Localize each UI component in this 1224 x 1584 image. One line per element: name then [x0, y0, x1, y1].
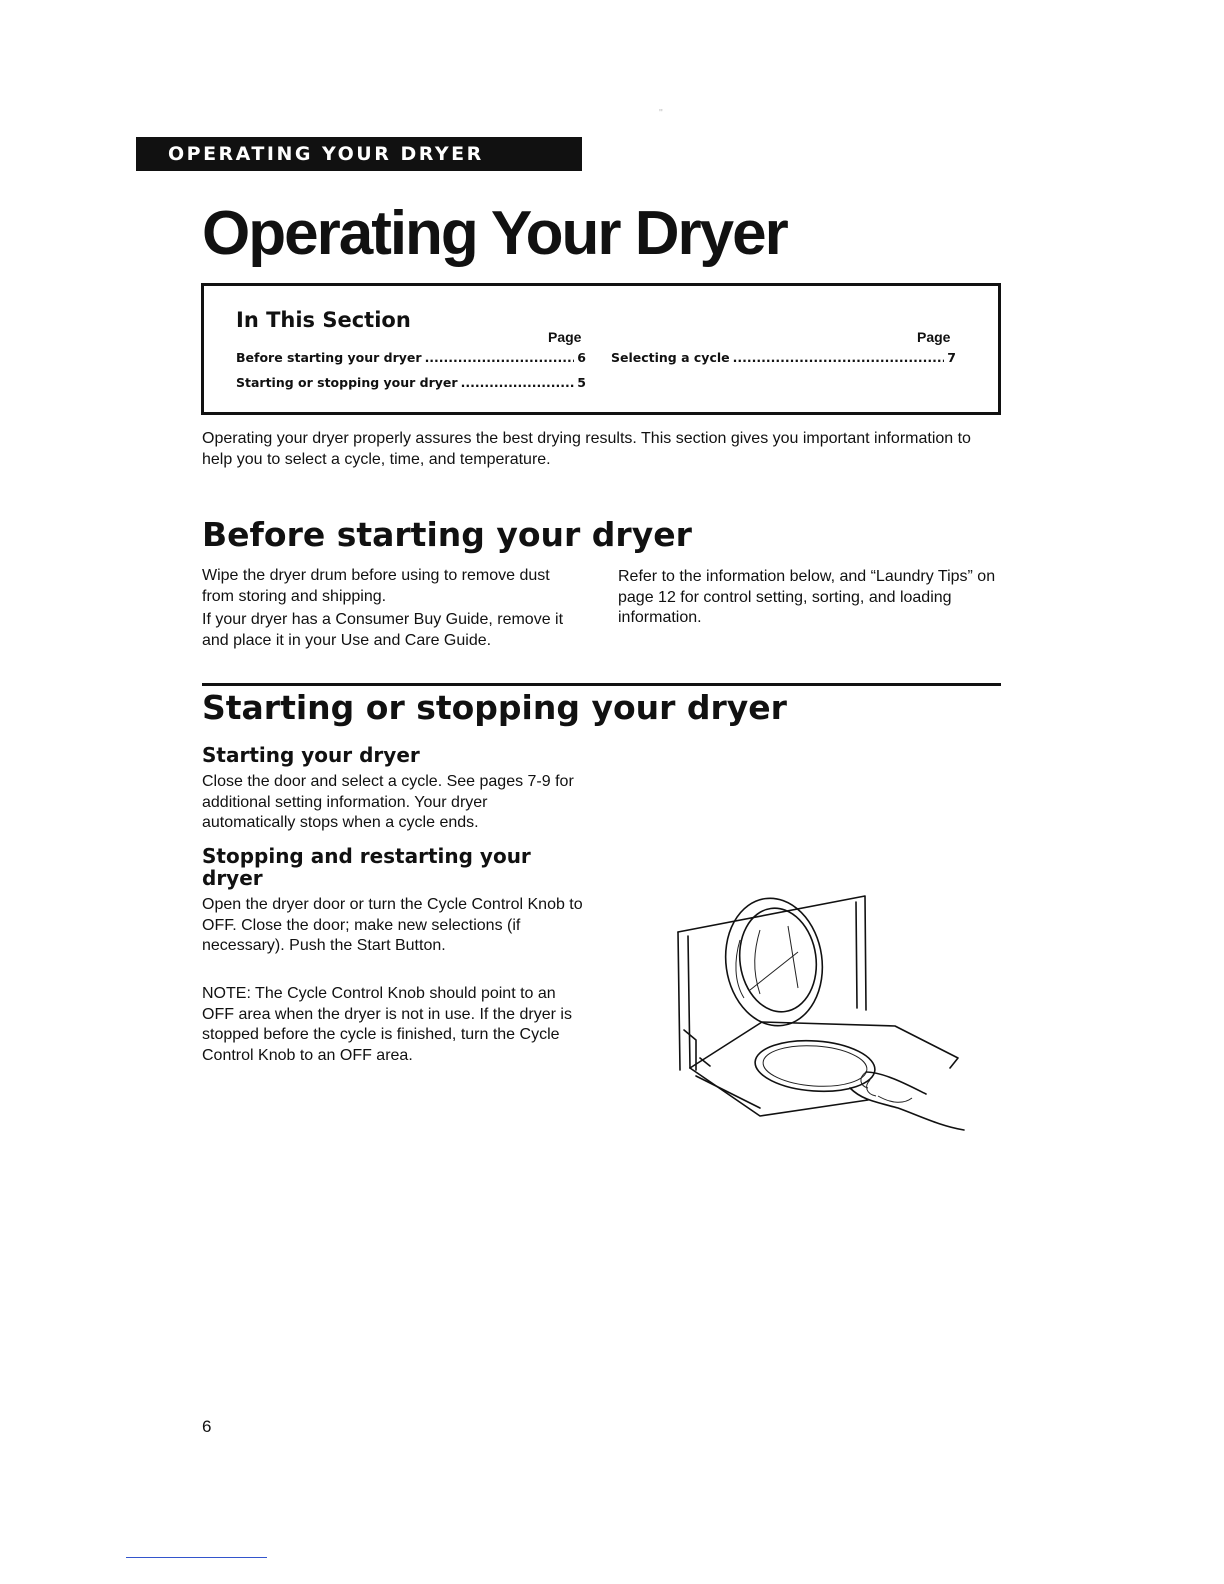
note-text: The Cycle Control Knob should point to an OFF area when the dryer is not in use. If the dryer is stopped before the cycle is finished, turn the Cycle Control Knob to an OFF area. [202, 985, 572, 1064]
toc-entry-page: 5 [577, 375, 586, 390]
before-starting-heading: Before starting your dryer [202, 515, 692, 554]
toc-page-header-right: Page [917, 329, 951, 345]
toc-entry-label: Starting or stopping your dryer [236, 375, 458, 390]
note-label: NOTE: [202, 985, 251, 1002]
note-paragraph [202, 984, 592, 1066]
page-number: 6 [202, 1417, 212, 1436]
dryer-door-illustration [670, 890, 970, 1135]
toc-entry-label: Before starting your dryer [236, 350, 422, 365]
scan-speck: '' [659, 108, 663, 119]
toc-entry-page: 6 [577, 350, 586, 365]
intro-paragraph: Operating your dryer properly assures the best drying results. This section gives you important information to help you to select a cycle, time, and temperature. [202, 430, 971, 468]
toc-entry[interactable] [236, 350, 586, 365]
before-paragraph-3: Refer to the information below, and “Laundry Tips” on page 12 for control setting, sorting, and loading information. [618, 568, 996, 626]
section-banner: OPERATING YOUR DRYER [136, 137, 582, 171]
before-paragraph-1: Wipe the dryer drum before using to remove dust from storing and shipping. [202, 567, 550, 605]
toc-page-header-left: Page [548, 329, 582, 345]
starting-stopping-heading: Starting or stopping your dryer [202, 688, 787, 727]
toc-box [201, 283, 1001, 415]
page-title: Operating Your Dryer [202, 199, 787, 268]
stopping-paragraph: Open the dryer door or turn the Cycle Control Knob to OFF. Close the door; make new selections (if necessary). Push the Start Button. [202, 896, 583, 954]
toc-leader-dots [461, 375, 575, 390]
section-divider [202, 683, 1001, 686]
toc-leader-dots [733, 350, 945, 365]
toc-entry-label: Selecting a cycle [611, 350, 730, 365]
footer-line [126, 1557, 267, 1558]
toc-entry-page: 7 [947, 350, 956, 365]
before-paragraph-2: If your dryer has a Consumer Buy Guide, remove it and place it in your Use and Care Guide. [202, 611, 564, 649]
toc-entry[interactable] [236, 375, 586, 390]
toc-leader-dots [425, 350, 575, 365]
starting-subheading: Starting your dryer [202, 743, 420, 767]
toc-heading: In This Section [236, 308, 411, 332]
starting-paragraph: Close the door and select a cycle. See pages 7-9 for additional setting information. Your dryer automatically stops when a cycle ends. [202, 773, 574, 831]
stopping-subheading: Stopping and restarting your dryer [202, 844, 531, 890]
toc-entry[interactable] [611, 350, 956, 365]
